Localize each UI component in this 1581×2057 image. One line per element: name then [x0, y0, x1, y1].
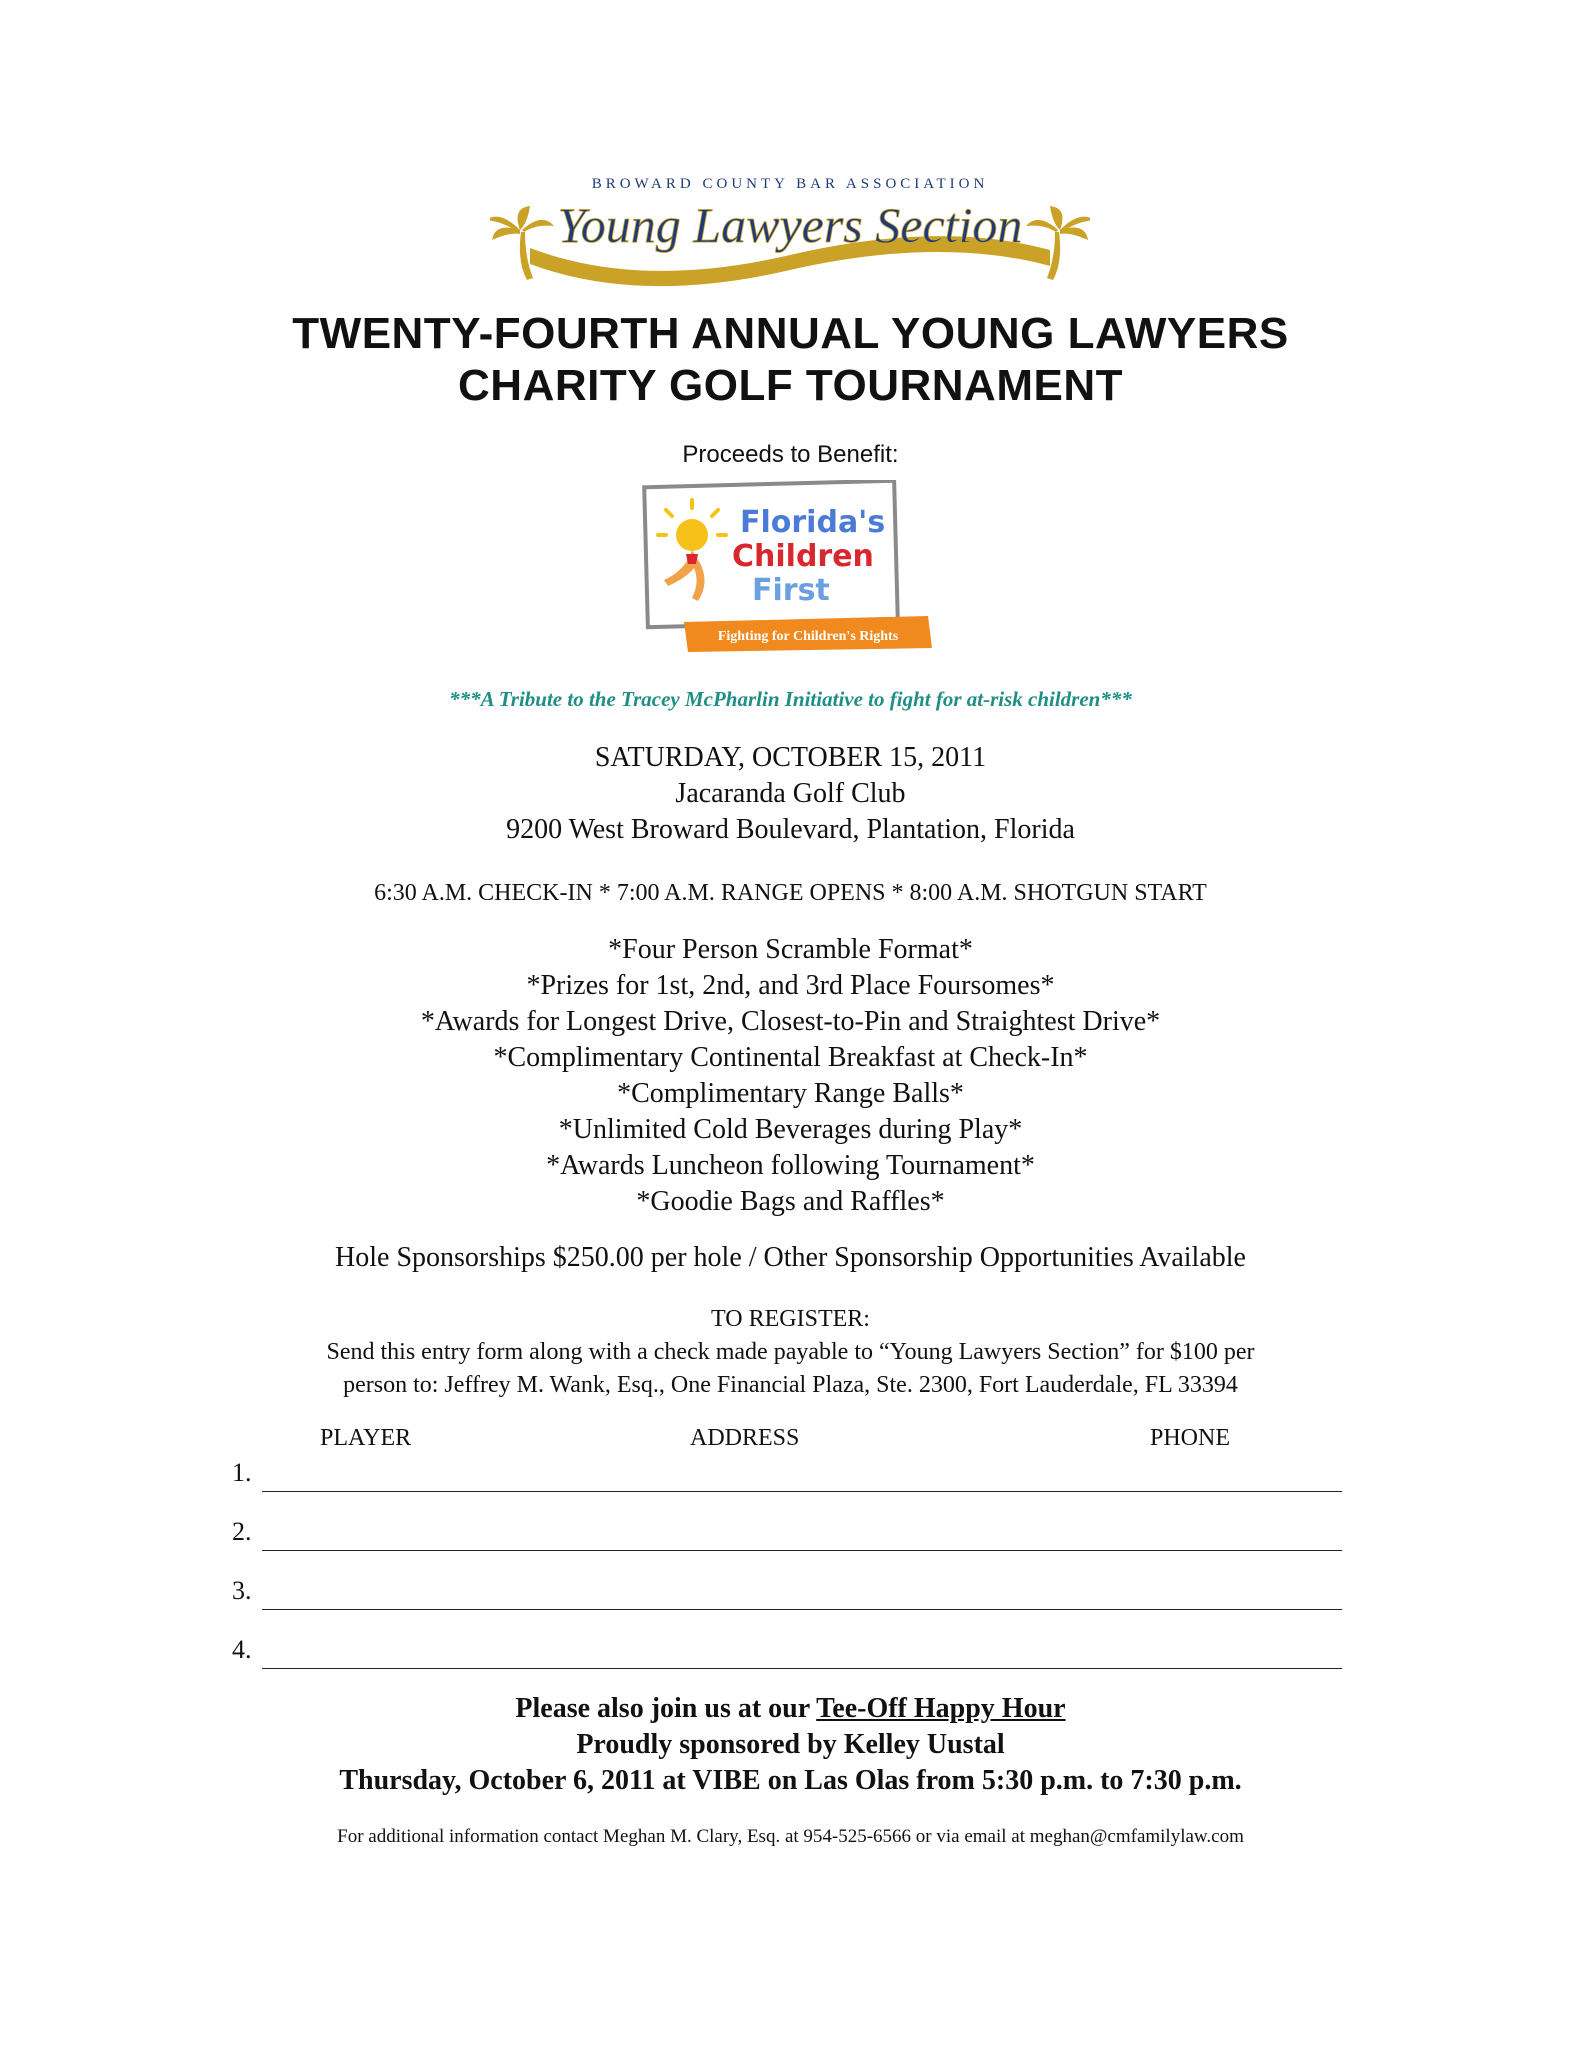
contact-info: For additional information contact Meghan M. Clary, Esq. at 954-525-6566 or via email at meghan@cmfamilylaw.com [337, 1826, 1244, 1847]
logo-org-name: BROWARD COUNTY BAR ASSOCIATION [591, 176, 989, 192]
happy-hour-line2: Proudly sponsored by Kelley Uustal [576, 1729, 1005, 1760]
young-lawyers-section-logo [490, 170, 1090, 295]
register-line1: Send this entry form along with a check made payable to “Young Lawyers Section” for $100 per [326, 1339, 1255, 1365]
logo-section-name: Young Lawyers Section [557, 197, 1023, 253]
logo-line-children: Children [732, 539, 874, 574]
register-heading: TO REGISTER: [711, 1306, 870, 1332]
player-entry-row[interactable] [232, 1511, 1342, 1551]
entry-line [262, 1550, 1342, 1551]
column-header-address: ADDRESS [690, 1425, 800, 1451]
feature-item: *Four Person Scramble Format* [608, 934, 973, 965]
happy-hour-link: Tee-Off Happy Hour [816, 1693, 1066, 1724]
event-venue: Jacaranda Golf Club [675, 778, 906, 809]
row-number: 2. [232, 1517, 252, 1546]
entry-line [262, 1668, 1342, 1669]
page-title-line2: CHARITY GOLF TOURNAMENT [458, 361, 1123, 410]
feature-item: *Awards Luncheon following Tournament* [546, 1150, 1035, 1181]
page-title-line1: TWENTY-FOURTH ANNUAL YOUNG LAWYERS [292, 309, 1289, 358]
happy-hour-line1 [0, 1691, 1581, 1727]
sponsorship-text: Hole Sponsorships $250.00 per hole / Other Sponsorship Opportunities Available [335, 1242, 1246, 1273]
feature-item: *Awards for Longest Drive, Closest-to-Pin and Straightest Drive* [420, 1006, 1161, 1037]
row-number: 1. [232, 1458, 252, 1487]
event-address: 9200 West Broward Boulevard, Plantation, Florida [506, 814, 1075, 845]
player-entry-row[interactable] [232, 1570, 1342, 1610]
event-date: SATURDAY, OCTOBER 15, 2011 [594, 742, 987, 773]
tribute-text: ***A Tribute to the Tracey McPharlin Initiative to fight for at-risk children*** [449, 687, 1132, 711]
event-schedule: 6:30 A.M. CHECK-IN * 7:00 A.M. RANGE OPENS * 8:00 A.M. SHOTGUN START [374, 880, 1207, 906]
entry-line [262, 1609, 1342, 1610]
player-entry-row[interactable] [232, 1629, 1342, 1669]
register-line2: person to: Jeffrey M. Wank, Esq., One Financial Plaza, Ste. 2300, Fort Lauderdale, FL 33394 [343, 1372, 1238, 1398]
proceeds-label: Proceeds to Benefit: [682, 441, 899, 468]
row-number: 3. [232, 1576, 252, 1605]
features-list [0, 932, 1581, 1220]
floridas-children-first-logo [640, 480, 940, 670]
feature-item: *Prizes for 1st, 2nd, and 3rd Place Foursomes* [526, 970, 1055, 1001]
column-header-phone: PHONE [1150, 1425, 1231, 1451]
entry-line [262, 1491, 1342, 1492]
palm-tree-right-icon [1026, 206, 1090, 280]
happy-hour-line3: Thursday, October 6, 2011 at VIBE on Las Olas from 5:30 p.m. to 7:30 p.m. [339, 1765, 1242, 1796]
column-header-player: PLAYER [320, 1425, 412, 1451]
feature-item: *Unlimited Cold Beverages during Play* [558, 1114, 1023, 1145]
logo-line-floridas: Florida's [740, 505, 886, 540]
row-number: 4. [232, 1635, 252, 1664]
feature-item: *Goodie Bags and Raffles* [636, 1186, 945, 1217]
player-entry-row[interactable] [232, 1452, 1342, 1492]
logo-tagline: Fighting for Children's Rights [717, 629, 899, 644]
feature-item: *Complimentary Continental Breakfast at Check-In* [493, 1042, 1088, 1073]
feature-item: *Complimentary Range Balls* [617, 1078, 964, 1109]
logo-line-first: First [752, 573, 830, 608]
happy-hour-prefix: Please also join us at our [515, 1693, 817, 1724]
